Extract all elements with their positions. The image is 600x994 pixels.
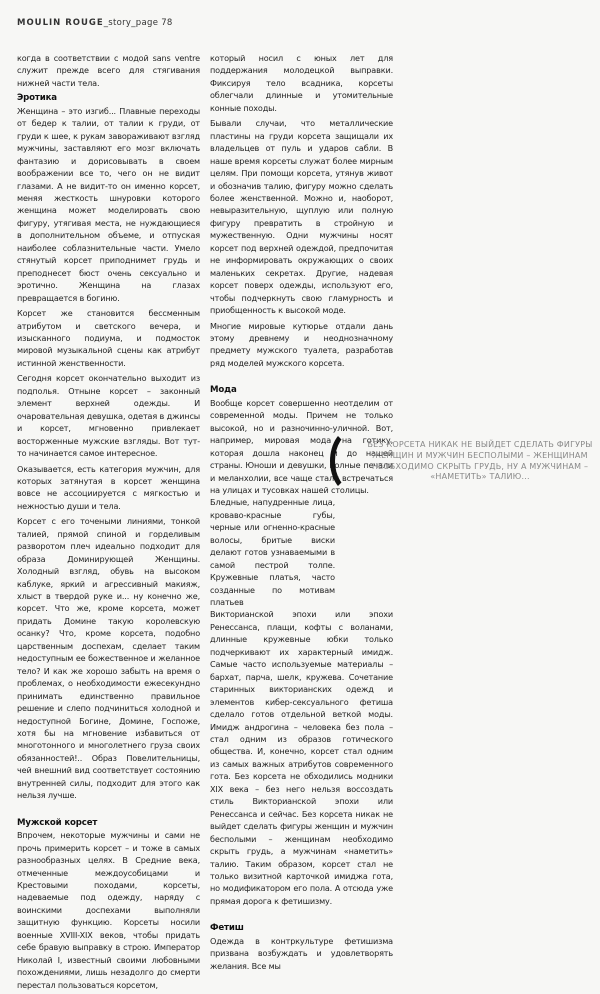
magazine-brand: MOULIN ROUGE: [17, 18, 104, 28]
running-header: [17, 18, 173, 28]
paragraph: когда в соответствии с модой sans ventre служит прежде всего для стягивания нижней части тела.: [17, 53, 200, 88]
paragraph: Женщина – это изгиб... Плавные переходы от бедер к талии, от талии к груди, от груди к шее, к рукам завораживают взгляд мужчины, заставляют его мозг включать фантазию и дорисовывать в своем воображении все то, чего он не видит глазами. А не видит-то он именно корсет, меняя жесткость шнуровки которого женщина может моделировать свою фигуру, утягивая места, не нуждающиеся в дополнительном объеме, и отпуская наиболее соблазнительные части. Умело стянутый корсет приподнимет грудь и преподнесет бюст очень сексуально и эротично. Женщина на глазах превращается в богиню.: [17, 105, 200, 303]
section-heading-fashion: Мода: [210, 385, 237, 396]
section-heading-fetish: Фетиш: [210, 923, 244, 934]
paragraph: Одежда в контркультуре фетишизма призвана возбуждать и удовлетворять желания. Все мы: [210, 935, 393, 971]
paragraph: Впрочем, некоторые мужчины и сами не прочь примерить корсет – и тоже в самых разнообразных целях. В Средние века, отмеченные междоусобицами и Крестовыми походами, корсеты, надеваемые под одежду, наряду с воинскими доспехами выполняли защитную функцию. Корсеты носили военные XVIII-XIX веков, чтобы придать себе бравую выправку в строю. Император Николай I, известный своими любовными похождениями, лишь незадолго до смерти перестал пользоваться корсетом,: [17, 830, 200, 990]
paragraph: Сегодня корсет окончательно выходит из подполья. Отныне корсет – законный элемент верхней одежды. И очаровательная девушка, одетая в джинсы и корсет, мгновенно привлекает восторженные мужские взгляды. Вот тут-то начинается самое интересное.: [17, 373, 200, 459]
left-column: [17, 52, 200, 994]
paragraph: Многие мировые кутюрье отдали дань этому древнему и неоднозначному предмету мужского туалета, разработав ряд моделей мужского корсета.: [210, 320, 393, 368]
paragraph: Викторианской эпохи или эпохи Ренессанса, плащи, кофты с воланами, длинные кружевные юбки только подчеркивают их характерный имидж. Самые часто используемые материалы – бархат, парча, шелк, кружева. Сочетание старинных викторианских одежд и элементов кибер-сексуального фетиша сделало готов отдельной веткой моды. Имидж андрогина – человека без пола – стал одним из образов готического общества. И, конечно, корсет стал одним из самых важных атрибутов современного гота. Без корсета не обходились модники XIX века – без него нельзя воссоздать стиль Викторианской эпохи или Ренессанса и сейчас. Без корсета никак не выйдет сделать фигуры женщин и мужчин бесполыми – женщинам необходимо скрыть грудь, а мужчинам «наметить» талию. Таким образом, корсет стал не только визитной карточкой имиджа гота, но модификатором его пола. А отсюда уже прямая дорога к фетишизму.: [210, 609, 393, 906]
section-heading-erotika: Эротика: [17, 93, 57, 104]
paragraph-wrapped: Бледные, напудренные лица, кроваво-красные губы, черные или огненно-красные волосы, бритые виски делают готов узнаваемыми в самой пестрой толпе. Кружевные платья, часто созданные по мотивам платьев: [210, 497, 335, 608]
pull-quote: [330, 428, 600, 498]
paragraph: Корсет с его точеными линиями, тонкой талией, прямой спиной и горделивым разворотом плеч идеально подходит для образа Доминирующей Женщины. Холодный взгляд, обувь на высоком каблуке, яркий и агрессивный макияж, хлыст в твердой руке и... ну конечно же, корсет. Что же, кроме корсета, может придать Домине такую королевскую осанку? Что, кроме корсета, подобно царственным доспехам, сделает таким недоступным ее божественное и желанное тело? И как же хорошо забыть на время о проблемах, о необходимости ежесекундно принимать единственно правильное решение и слепо подчиниться холодной и недоступной Богине, Домине, Госпоже, хотя бы на мгновение избавиться от многотонного и многолетнего груза своих обязанностей!.. Образ Повелительницы, чей внешний вид соответствует состоянию внутренней силы, подходит для этого как нельзя лучше.: [17, 516, 200, 801]
section-heading-male-corset: Мужской корсет: [17, 817, 98, 828]
paragraph: который носил с юных лет для поддержания молодецкой выправки. Фиксируя тело всадника, корсеты облегчали длинные и утомительные конные походы.: [210, 53, 393, 113]
pull-quote-text: БЕЗ КОРСЕТА НИКАК НЕ ВЫЙДЕТ СДЕЛАТЬ ФИГУРЫ ЖЕНЩИН И МУЖЧИН БЕСПОЛЫМИ – ЖЕНЩИНАМ НЕОБХОДИМО СКРЫТЬ ГРУДЬ, НУ А МУЖЧИНАМ – «НАМЕТИТЬ» ТАЛИЮ...: [367, 440, 593, 482]
paragraph: Вообще корсет совершенно неотделим от современной моды. Причем не только высокой, но и разночинно-уличной. Вот, например, мировая мода на готику, которая дошла наконец и до нашей страны. Юноши и девушки, полные печали и меланхолии, все чаще стали встречаться на улицах и тусовках нашей столицы.: [210, 397, 393, 495]
paragraph: Оказывается, есть категория мужчин, для которых затянутая в корсет женщина вовсе не ассоциируется с мягкостью и нежностью души и тела.: [17, 463, 200, 511]
paragraph: Корсет же становится бессменным атрибутом и светского вечера, и изысканного подиума, и подмосток мировой музыкальной сцены как атрибут истинной женственности.: [17, 308, 200, 368]
middle-column: [210, 52, 393, 975]
paragraph: Бывали случаи, что металлические пластины на груди корсета защищали их владельцев от пуль и ударов сабли. В наше время корсеты служат более мирным целям. При помощи корсета, утянув живот и обозначив талию, фигуру можно сделать более женственной. Можно и, наоборот, невыразительную, щуплую или полную фигуру превратить в стройную и мужественную. Одни мужчины носят корсет под верхней одеждой, предпочитая не информировать окружающих о своих маленьких секретах. Другие, надевая корсет поверх одежды, используют его, чтобы подчеркнуть свою гламурность и приобщенность к высокой моде.: [210, 118, 393, 316]
page-section: _story_page 78: [103, 18, 173, 28]
